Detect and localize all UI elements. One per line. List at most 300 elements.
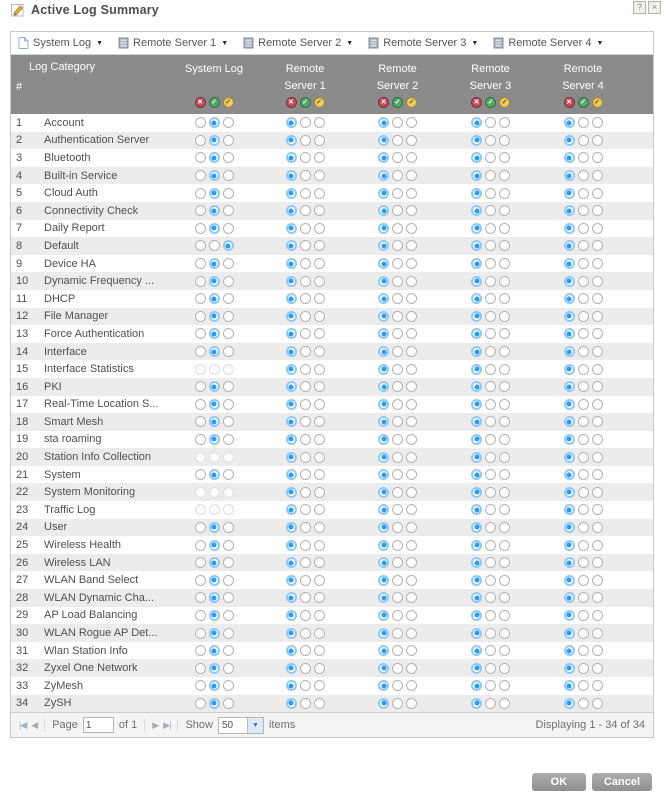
radio-system-log-disable[interactable] — [195, 117, 206, 128]
radio-remote-server-2-debug[interactable] — [406, 452, 417, 463]
radio-remote-server-1-debug[interactable] — [314, 680, 325, 691]
radio-remote-server-3-normal[interactable] — [485, 117, 496, 128]
radio-remote-server-3-debug[interactable] — [499, 381, 510, 392]
radio-system-log-disable[interactable] — [195, 346, 206, 357]
radio-remote-server-3-disable[interactable] — [471, 381, 482, 392]
radio-remote-server-4-debug[interactable] — [592, 276, 603, 287]
radio-remote-server-2-debug[interactable] — [406, 592, 417, 603]
radio-remote-server-3-debug[interactable] — [499, 188, 510, 199]
radio-remote-server-2-disable[interactable] — [378, 663, 389, 674]
radio-remote-server-2-debug[interactable] — [406, 522, 417, 533]
radio-system-log-debug[interactable] — [223, 522, 234, 533]
radio-remote-server-2-disable[interactable] — [378, 188, 389, 199]
radio-remote-server-1-debug[interactable] — [314, 364, 325, 375]
radio-remote-server-4-debug[interactable] — [592, 575, 603, 586]
radio-remote-server-2-normal[interactable] — [392, 381, 403, 392]
radio-remote-server-4-normal[interactable] — [578, 364, 589, 375]
radio-remote-server-4-disable[interactable] — [564, 628, 575, 639]
radio-remote-server-4-normal[interactable] — [578, 469, 589, 480]
radio-system-log-disable[interactable] — [195, 469, 206, 480]
menu-remote-server-3[interactable] — [368, 37, 478, 49]
radio-system-log-normal[interactable] — [209, 540, 220, 551]
radio-remote-server-1-normal[interactable] — [300, 205, 311, 216]
radio-remote-server-4-normal[interactable] — [578, 293, 589, 304]
radio-system-log-normal[interactable] — [209, 258, 220, 269]
set-all-enable-icon[interactable]: ✓ — [485, 97, 496, 108]
radio-remote-server-2-disable[interactable] — [378, 117, 389, 128]
set-all-debug-icon[interactable]: ✓ — [314, 97, 325, 108]
radio-remote-server-3-disable[interactable] — [471, 117, 482, 128]
radio-remote-server-3-debug[interactable] — [499, 452, 510, 463]
radio-system-log-normal[interactable] — [209, 628, 220, 639]
radio-remote-server-2-disable[interactable] — [378, 504, 389, 515]
radio-remote-server-2-disable[interactable] — [378, 522, 389, 533]
radio-remote-server-4-debug[interactable] — [592, 487, 603, 498]
radio-remote-server-3-disable[interactable] — [471, 610, 482, 621]
radio-remote-server-1-disable[interactable] — [286, 522, 297, 533]
radio-system-log-disable[interactable] — [195, 645, 206, 656]
radio-remote-server-3-debug[interactable] — [499, 592, 510, 603]
radio-remote-server-4-disable[interactable] — [564, 557, 575, 568]
radio-remote-server-4-normal[interactable] — [578, 416, 589, 427]
last-page-button[interactable]: ▶| — [163, 719, 171, 730]
radio-remote-server-4-normal[interactable] — [578, 522, 589, 533]
radio-system-log-normal[interactable] — [209, 416, 220, 427]
radio-remote-server-3-debug[interactable] — [499, 663, 510, 674]
radio-remote-server-4-disable[interactable] — [564, 205, 575, 216]
help-button[interactable]: ? — [633, 1, 646, 14]
radio-remote-server-1-debug[interactable] — [314, 575, 325, 586]
radio-remote-server-2-normal[interactable] — [392, 540, 403, 551]
items-per-page-select[interactable] — [218, 717, 264, 734]
radio-remote-server-4-debug[interactable] — [592, 610, 603, 621]
radio-remote-server-2-normal[interactable] — [392, 293, 403, 304]
radio-remote-server-3-disable[interactable] — [471, 434, 482, 445]
radio-remote-server-4-disable[interactable] — [564, 645, 575, 656]
radio-remote-server-2-disable[interactable] — [378, 452, 389, 463]
radio-remote-server-2-normal[interactable] — [392, 557, 403, 568]
radio-remote-server-4-disable[interactable] — [564, 540, 575, 551]
radio-remote-server-3-debug[interactable] — [499, 311, 510, 322]
radio-remote-server-1-normal[interactable] — [300, 223, 311, 234]
radio-remote-server-3-normal[interactable] — [485, 540, 496, 551]
radio-system-log-debug[interactable] — [223, 434, 234, 445]
radio-system-log-disable[interactable] — [195, 680, 206, 691]
radio-remote-server-4-normal[interactable] — [578, 452, 589, 463]
radio-remote-server-3-normal[interactable] — [485, 170, 496, 181]
radio-remote-server-3-normal[interactable] — [485, 399, 496, 410]
radio-remote-server-3-disable[interactable] — [471, 135, 482, 146]
radio-remote-server-3-normal[interactable] — [485, 698, 496, 709]
radio-remote-server-3-debug[interactable] — [499, 487, 510, 498]
radio-remote-server-2-debug[interactable] — [406, 381, 417, 392]
radio-remote-server-1-disable[interactable] — [286, 504, 297, 515]
radio-remote-server-1-disable[interactable] — [286, 293, 297, 304]
radio-remote-server-2-debug[interactable] — [406, 399, 417, 410]
radio-remote-server-2-normal[interactable] — [392, 698, 403, 709]
radio-remote-server-3-disable[interactable] — [471, 680, 482, 691]
radio-remote-server-4-normal[interactable] — [578, 346, 589, 357]
radio-remote-server-3-normal[interactable] — [485, 240, 496, 251]
radio-remote-server-1-disable[interactable] — [286, 399, 297, 410]
menu-system-log[interactable] — [18, 37, 103, 49]
radio-remote-server-4-disable[interactable] — [564, 663, 575, 674]
radio-remote-server-4-disable[interactable] — [564, 487, 575, 498]
radio-remote-server-2-debug[interactable] — [406, 698, 417, 709]
radio-remote-server-1-normal[interactable] — [300, 135, 311, 146]
radio-remote-server-3-normal[interactable] — [485, 645, 496, 656]
radio-system-log-debug[interactable] — [223, 223, 234, 234]
radio-remote-server-2-debug[interactable] — [406, 575, 417, 586]
radio-remote-server-1-disable[interactable] — [286, 188, 297, 199]
radio-remote-server-4-debug[interactable] — [592, 645, 603, 656]
radio-remote-server-4-disable[interactable] — [564, 346, 575, 357]
radio-remote-server-3-disable[interactable] — [471, 416, 482, 427]
radio-remote-server-1-debug[interactable] — [314, 135, 325, 146]
radio-remote-server-4-disable[interactable] — [564, 276, 575, 287]
radio-remote-server-2-disable[interactable] — [378, 680, 389, 691]
radio-system-log-debug[interactable] — [223, 399, 234, 410]
radio-system-log-disable[interactable] — [195, 628, 206, 639]
radio-remote-server-1-normal[interactable] — [300, 346, 311, 357]
radio-remote-server-2-disable[interactable] — [378, 416, 389, 427]
radio-remote-server-4-disable[interactable] — [564, 311, 575, 322]
radio-remote-server-1-disable[interactable] — [286, 698, 297, 709]
radio-remote-server-2-normal[interactable] — [392, 610, 403, 621]
radio-remote-server-3-debug[interactable] — [499, 628, 510, 639]
radio-remote-server-2-debug[interactable] — [406, 504, 417, 515]
radio-system-log-disable[interactable] — [195, 557, 206, 568]
radio-remote-server-2-debug[interactable] — [406, 469, 417, 480]
set-all-disable-icon[interactable]: ✕ — [471, 97, 482, 108]
radio-remote-server-4-normal[interactable] — [578, 152, 589, 163]
radio-remote-server-4-disable[interactable] — [564, 328, 575, 339]
radio-remote-server-1-debug[interactable] — [314, 592, 325, 603]
radio-remote-server-2-disable[interactable] — [378, 540, 389, 551]
radio-remote-server-2-normal[interactable] — [392, 258, 403, 269]
radio-remote-server-2-normal[interactable] — [392, 592, 403, 603]
radio-remote-server-1-normal[interactable] — [300, 258, 311, 269]
radio-remote-server-1-normal[interactable] — [300, 276, 311, 287]
radio-system-log-normal[interactable] — [209, 399, 220, 410]
radio-remote-server-3-disable[interactable] — [471, 522, 482, 533]
radio-system-log-normal[interactable] — [209, 522, 220, 533]
radio-remote-server-3-debug[interactable] — [499, 293, 510, 304]
radio-remote-server-1-debug[interactable] — [314, 328, 325, 339]
radio-remote-server-2-normal[interactable] — [392, 469, 403, 480]
radio-remote-server-4-debug[interactable] — [592, 416, 603, 427]
radio-remote-server-1-debug[interactable] — [314, 416, 325, 427]
radio-remote-server-2-normal[interactable] — [392, 135, 403, 146]
radio-system-log-normal[interactable] — [209, 680, 220, 691]
radio-remote-server-2-normal[interactable] — [392, 522, 403, 533]
radio-system-log-debug[interactable] — [223, 557, 234, 568]
radio-system-log-disable[interactable] — [195, 522, 206, 533]
radio-remote-server-1-disable[interactable] — [286, 205, 297, 216]
radio-remote-server-4-disable[interactable] — [564, 504, 575, 515]
radio-remote-server-3-normal[interactable] — [485, 258, 496, 269]
radio-remote-server-4-normal[interactable] — [578, 592, 589, 603]
radio-remote-server-1-normal[interactable] — [300, 645, 311, 656]
set-all-debug-icon[interactable]: ✓ — [223, 97, 234, 108]
radio-system-log-disable[interactable] — [195, 592, 206, 603]
radio-system-log-disable[interactable] — [195, 381, 206, 392]
radio-remote-server-2-debug[interactable] — [406, 311, 417, 322]
radio-remote-server-3-debug[interactable] — [499, 240, 510, 251]
radio-remote-server-3-disable[interactable] — [471, 276, 482, 287]
radio-remote-server-4-normal[interactable] — [578, 680, 589, 691]
radio-remote-server-3-normal[interactable] — [485, 663, 496, 674]
radio-remote-server-2-disable[interactable] — [378, 223, 389, 234]
radio-remote-server-3-normal[interactable] — [485, 188, 496, 199]
radio-remote-server-1-debug[interactable] — [314, 276, 325, 287]
radio-remote-server-4-disable[interactable] — [564, 698, 575, 709]
radio-remote-server-3-disable[interactable] — [471, 557, 482, 568]
radio-remote-server-3-debug[interactable] — [499, 170, 510, 181]
radio-remote-server-1-debug[interactable] — [314, 663, 325, 674]
radio-remote-server-2-normal[interactable] — [392, 311, 403, 322]
radio-remote-server-2-normal[interactable] — [392, 223, 403, 234]
radio-remote-server-2-normal[interactable] — [392, 117, 403, 128]
radio-remote-server-4-normal[interactable] — [578, 540, 589, 551]
radio-remote-server-1-normal[interactable] — [300, 416, 311, 427]
radio-remote-server-4-debug[interactable] — [592, 698, 603, 709]
radio-remote-server-1-normal[interactable] — [300, 469, 311, 480]
radio-remote-server-3-disable[interactable] — [471, 205, 482, 216]
set-all-enable-icon[interactable]: ✓ — [300, 97, 311, 108]
radio-system-log-debug[interactable] — [223, 170, 234, 181]
radio-remote-server-1-normal[interactable] — [300, 575, 311, 586]
set-all-enable-icon[interactable]: ✓ — [209, 97, 220, 108]
radio-remote-server-3-normal[interactable] — [485, 346, 496, 357]
radio-system-log-normal[interactable] — [209, 293, 220, 304]
radio-system-log-debug[interactable] — [223, 328, 234, 339]
radio-remote-server-1-disable[interactable] — [286, 346, 297, 357]
radio-remote-server-2-debug[interactable] — [406, 645, 417, 656]
radio-system-log-normal[interactable] — [209, 188, 220, 199]
radio-remote-server-2-disable[interactable] — [378, 557, 389, 568]
radio-remote-server-4-normal[interactable] — [578, 188, 589, 199]
radio-remote-server-4-disable[interactable] — [564, 188, 575, 199]
radio-remote-server-3-disable[interactable] — [471, 311, 482, 322]
radio-system-log-debug[interactable] — [223, 663, 234, 674]
radio-remote-server-2-debug[interactable] — [406, 487, 417, 498]
radio-remote-server-1-normal[interactable] — [300, 487, 311, 498]
next-page-button[interactable]: ▶ — [152, 719, 159, 730]
radio-system-log-debug[interactable] — [223, 680, 234, 691]
radio-remote-server-1-debug[interactable] — [314, 487, 325, 498]
radio-system-log-debug[interactable] — [223, 276, 234, 287]
radio-remote-server-1-disable[interactable] — [286, 416, 297, 427]
radio-remote-server-1-normal[interactable] — [300, 610, 311, 621]
radio-remote-server-3-debug[interactable] — [499, 645, 510, 656]
radio-remote-server-1-debug[interactable] — [314, 557, 325, 568]
radio-system-log-normal[interactable] — [209, 592, 220, 603]
radio-remote-server-2-normal[interactable] — [392, 504, 403, 515]
radio-system-log-normal[interactable] — [209, 698, 220, 709]
radio-remote-server-3-disable[interactable] — [471, 540, 482, 551]
radio-remote-server-3-disable[interactable] — [471, 504, 482, 515]
radio-remote-server-3-disable[interactable] — [471, 575, 482, 586]
radio-remote-server-4-disable[interactable] — [564, 258, 575, 269]
radio-remote-server-2-disable[interactable] — [378, 364, 389, 375]
radio-remote-server-3-disable[interactable] — [471, 645, 482, 656]
radio-remote-server-4-debug[interactable] — [592, 311, 603, 322]
radio-remote-server-3-debug[interactable] — [499, 364, 510, 375]
radio-remote-server-1-debug[interactable] — [314, 240, 325, 251]
radio-remote-server-2-debug[interactable] — [406, 258, 417, 269]
radio-remote-server-3-disable[interactable] — [471, 698, 482, 709]
radio-remote-server-2-debug[interactable] — [406, 364, 417, 375]
radio-remote-server-1-normal[interactable] — [300, 452, 311, 463]
radio-remote-server-2-debug[interactable] — [406, 663, 417, 674]
radio-system-log-debug[interactable] — [223, 240, 234, 251]
radio-remote-server-3-normal[interactable] — [485, 364, 496, 375]
radio-remote-server-4-disable[interactable] — [564, 434, 575, 445]
radio-remote-server-1-debug[interactable] — [314, 504, 325, 515]
radio-remote-server-2-normal[interactable] — [392, 575, 403, 586]
radio-remote-server-1-disable[interactable] — [286, 540, 297, 551]
radio-remote-server-3-disable[interactable] — [471, 258, 482, 269]
set-all-debug-icon[interactable]: ✓ — [592, 97, 603, 108]
radio-remote-server-1-normal[interactable] — [300, 364, 311, 375]
radio-remote-server-3-normal[interactable] — [485, 680, 496, 691]
radio-remote-server-4-normal[interactable] — [578, 504, 589, 515]
radio-remote-server-3-normal[interactable] — [485, 522, 496, 533]
radio-remote-server-1-disable[interactable] — [286, 258, 297, 269]
radio-system-log-disable[interactable] — [195, 188, 206, 199]
radio-system-log-normal[interactable] — [209, 557, 220, 568]
set-all-disable-icon[interactable]: ✕ — [564, 97, 575, 108]
radio-remote-server-2-debug[interactable] — [406, 346, 417, 357]
radio-system-log-disable[interactable] — [195, 663, 206, 674]
radio-remote-server-3-debug[interactable] — [499, 610, 510, 621]
radio-remote-server-3-disable[interactable] — [471, 469, 482, 480]
radio-remote-server-4-debug[interactable] — [592, 117, 603, 128]
radio-remote-server-1-disable[interactable] — [286, 610, 297, 621]
radio-remote-server-3-debug[interactable] — [499, 346, 510, 357]
radio-remote-server-1-debug[interactable] — [314, 469, 325, 480]
radio-remote-server-4-normal[interactable] — [578, 645, 589, 656]
radio-remote-server-4-debug[interactable] — [592, 135, 603, 146]
radio-remote-server-2-debug[interactable] — [406, 117, 417, 128]
radio-remote-server-2-normal[interactable] — [392, 487, 403, 498]
radio-remote-server-3-normal[interactable] — [485, 293, 496, 304]
radio-remote-server-1-disable[interactable] — [286, 592, 297, 603]
radio-remote-server-3-disable[interactable] — [471, 152, 482, 163]
radio-remote-server-4-debug[interactable] — [592, 663, 603, 674]
radio-remote-server-2-debug[interactable] — [406, 205, 417, 216]
radio-remote-server-3-debug[interactable] — [499, 135, 510, 146]
radio-remote-server-1-normal[interactable] — [300, 328, 311, 339]
radio-system-log-disable[interactable] — [195, 152, 206, 163]
radio-remote-server-2-disable[interactable] — [378, 434, 389, 445]
radio-remote-server-1-debug[interactable] — [314, 117, 325, 128]
radio-remote-server-2-debug[interactable] — [406, 557, 417, 568]
radio-system-log-normal[interactable] — [209, 381, 220, 392]
radio-remote-server-2-debug[interactable] — [406, 328, 417, 339]
radio-remote-server-2-disable[interactable] — [378, 152, 389, 163]
radio-remote-server-2-disable[interactable] — [378, 698, 389, 709]
radio-remote-server-1-normal[interactable] — [300, 540, 311, 551]
radio-remote-server-2-debug[interactable] — [406, 135, 417, 146]
radio-remote-server-1-disable[interactable] — [286, 381, 297, 392]
radio-remote-server-2-debug[interactable] — [406, 293, 417, 304]
radio-remote-server-3-normal[interactable] — [485, 223, 496, 234]
radio-system-log-disable[interactable] — [195, 416, 206, 427]
radio-remote-server-4-normal[interactable] — [578, 258, 589, 269]
radio-system-log-debug[interactable] — [223, 381, 234, 392]
radio-remote-server-3-normal[interactable] — [485, 610, 496, 621]
radio-remote-server-1-debug[interactable] — [314, 522, 325, 533]
radio-remote-server-3-debug[interactable] — [499, 276, 510, 287]
radio-remote-server-2-debug[interactable] — [406, 540, 417, 551]
prev-page-button[interactable]: ◀ — [31, 719, 38, 730]
menu-remote-server-1[interactable] — [118, 37, 228, 49]
radio-remote-server-2-normal[interactable] — [392, 680, 403, 691]
radio-remote-server-4-debug[interactable] — [592, 557, 603, 568]
radio-remote-server-2-debug[interactable] — [406, 610, 417, 621]
radio-remote-server-4-normal[interactable] — [578, 434, 589, 445]
radio-remote-server-4-debug[interactable] — [592, 205, 603, 216]
radio-remote-server-1-disable[interactable] — [286, 276, 297, 287]
radio-remote-server-1-disable[interactable] — [286, 328, 297, 339]
radio-remote-server-4-normal[interactable] — [578, 557, 589, 568]
radio-remote-server-4-normal[interactable] — [578, 117, 589, 128]
radio-remote-server-3-disable[interactable] — [471, 663, 482, 674]
radio-remote-server-4-normal[interactable] — [578, 663, 589, 674]
radio-remote-server-4-disable[interactable] — [564, 293, 575, 304]
radio-system-log-normal[interactable] — [209, 610, 220, 621]
radio-remote-server-2-normal[interactable] — [392, 240, 403, 251]
radio-remote-server-4-debug[interactable] — [592, 240, 603, 251]
radio-system-log-disable[interactable] — [195, 205, 206, 216]
radio-remote-server-2-normal[interactable] — [392, 205, 403, 216]
radio-remote-server-3-disable[interactable] — [471, 328, 482, 339]
ok-button[interactable]: OK — [532, 773, 586, 791]
radio-remote-server-3-normal[interactable] — [485, 311, 496, 322]
radio-remote-server-2-debug[interactable] — [406, 170, 417, 181]
radio-remote-server-2-normal[interactable] — [392, 399, 403, 410]
radio-remote-server-2-disable[interactable] — [378, 645, 389, 656]
radio-remote-server-4-disable[interactable] — [564, 416, 575, 427]
radio-remote-server-2-disable[interactable] — [378, 469, 389, 480]
radio-remote-server-1-disable[interactable] — [286, 223, 297, 234]
radio-remote-server-3-normal[interactable] — [485, 434, 496, 445]
radio-remote-server-2-disable[interactable] — [378, 610, 389, 621]
radio-remote-server-3-disable[interactable] — [471, 346, 482, 357]
radio-remote-server-4-debug[interactable] — [592, 152, 603, 163]
radio-remote-server-2-debug[interactable] — [406, 188, 417, 199]
radio-remote-server-1-normal[interactable] — [300, 504, 311, 515]
radio-system-log-normal[interactable] — [209, 575, 220, 586]
radio-remote-server-3-normal[interactable] — [485, 276, 496, 287]
set-all-disable-icon[interactable]: ✕ — [286, 97, 297, 108]
radio-remote-server-4-debug[interactable] — [592, 452, 603, 463]
radio-remote-server-4-disable[interactable] — [564, 399, 575, 410]
radio-remote-server-4-debug[interactable] — [592, 188, 603, 199]
radio-remote-server-3-normal[interactable] — [485, 592, 496, 603]
radio-remote-server-1-debug[interactable] — [314, 152, 325, 163]
radio-remote-server-4-disable[interactable] — [564, 170, 575, 181]
radio-remote-server-1-disable[interactable] — [286, 240, 297, 251]
radio-remote-server-2-normal[interactable] — [392, 452, 403, 463]
radio-remote-server-4-debug[interactable] — [592, 504, 603, 515]
radio-remote-server-3-disable[interactable] — [471, 293, 482, 304]
radio-system-log-debug[interactable] — [223, 628, 234, 639]
radio-system-log-disable[interactable] — [195, 223, 206, 234]
radio-remote-server-3-debug[interactable] — [499, 258, 510, 269]
